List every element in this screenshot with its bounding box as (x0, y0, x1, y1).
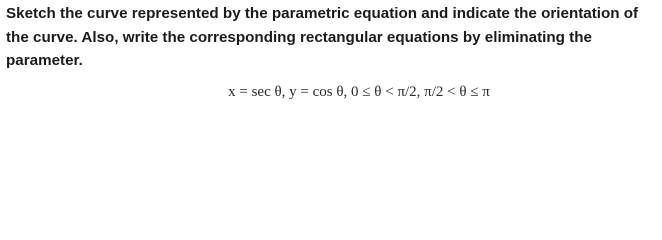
problem-statement: Sketch the curve represented by the parametric equation and indicate the orientation of the curve. Also, write the corresponding rectangular equations by eliminating the parameter. (6, 5, 639, 69)
parametric-equations: x = sec θ, y = cos θ, 0 ≤ θ < π/2, π/2 < θ ≤ π (228, 84, 490, 100)
